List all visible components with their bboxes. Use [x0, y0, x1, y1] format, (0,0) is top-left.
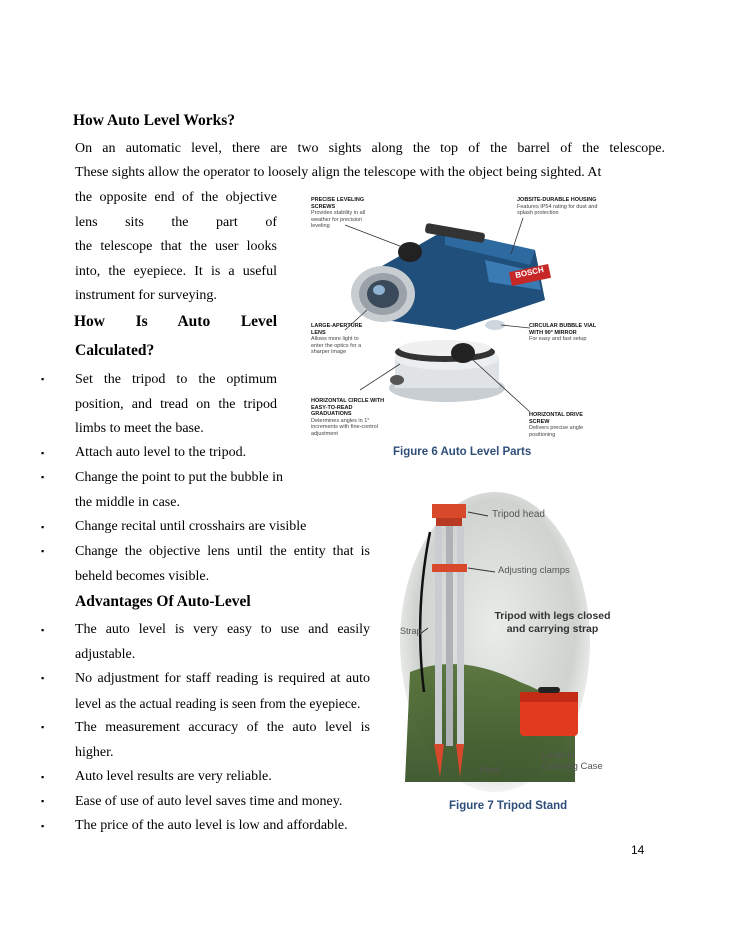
label-strap: Strap [400, 626, 422, 636]
intro-column-line: instrument for surveying. [75, 288, 217, 303]
list-item-line: limbs to meet the base. [75, 421, 204, 436]
bullet-icon: ▪ [41, 796, 45, 806]
label-feet: Feet [480, 765, 500, 776]
list-item-line: adjustable. [75, 646, 136, 662]
list-item-line: level as the actual reading is seen from the eyepiece. [75, 695, 361, 711]
list-item [75, 667, 370, 716]
bullet-icon: ▪ [41, 722, 45, 732]
list-item-line: Set the tripod to the optimum [75, 372, 277, 387]
bullet-icon: ▪ [41, 522, 45, 532]
callout-leveling-screws [311, 197, 381, 230]
list-item-line: The measurement accuracy of the auto level is [75, 720, 370, 735]
callout-title: JOBSITE-DURABLE HOUSING [517, 197, 597, 203]
list-item-line: The auto level is very easy to use and easily [75, 622, 370, 637]
section-heading-how-auto-level-works: How Auto Level Works? [73, 112, 236, 129]
intro-column-line: lens sits the part of [75, 214, 277, 230]
bullet-icon: ▪ [41, 472, 45, 482]
figure-tripod-stand [400, 492, 620, 792]
list-item-line: beheld becomes visible. [75, 568, 210, 584]
callout-title: PRECISE LEVELING SCREWS [311, 197, 365, 210]
tripod-photo [400, 492, 620, 792]
callout-title: CIRCULAR BUBBLE VIAL WITH 90° MIRROR [529, 323, 597, 336]
section-heading-how-calculated-line1: How Is Auto Level [74, 313, 277, 330]
list-item-line: No adjustment for staff reading is required at auto [75, 671, 370, 686]
callout-desc: Provides stability in all weather for precision leveling [311, 210, 366, 229]
list-item: Ease of use of auto level saves time and money. [75, 794, 343, 809]
figure-6-caption: Figure 6 Auto Level Parts [393, 446, 532, 458]
intro-column-line: into, the eyepiece. It is a useful [75, 263, 277, 279]
brand-label: BOSCH [514, 265, 545, 280]
list-item [75, 466, 283, 515]
label-level-case: Level in Carrying Case [542, 750, 603, 772]
callout-title: HORIZONTAL DRIVE SCREW [529, 412, 583, 425]
list-item [75, 368, 277, 442]
callout-desc: Features IP54 rating for dust and splash protection [517, 203, 598, 216]
bullet-icon: ▪ [41, 374, 45, 384]
intro-line-2: These sights allow the operator to loosely align the telescope with the object being sighted. At [75, 165, 602, 180]
list-item-line: Change the objective lens until the entity that is [75, 544, 370, 559]
list-item-line: Change the point to put the bubble in [75, 470, 284, 485]
callout-title: HORIZONTAL CIRCLE WITH EASY-TO-READ GRADUATIONS [311, 398, 385, 417]
intro-line-1: On an automatic level, there are two sights along the top of the barrel of the telescope. [75, 141, 665, 156]
intro-column-line: the telescope that the user looks [75, 239, 277, 254]
label-adjusting-clamps: Adjusting clamps [498, 565, 570, 576]
bullet-icon: ▪ [41, 673, 45, 683]
callout-title: LARGE-APERTURE LENS [311, 323, 363, 336]
intro-column [75, 186, 277, 309]
figure-7-caption: Figure 7 Tripod Stand [449, 800, 568, 812]
callout-drive-screw [529, 412, 593, 438]
list-item-line: position, and tread on the tripod [75, 396, 277, 412]
label-tripod-head: Tripod head [492, 509, 545, 520]
section-heading-advantages: Advantages Of Auto-Level [75, 593, 251, 610]
section-heading-how-calculated-line2: Calculated? [75, 342, 155, 359]
list-item [75, 540, 370, 589]
list-item-line: the middle in case. [75, 494, 180, 510]
list-item: The price of the auto level is low and affordable. [75, 818, 348, 833]
callout-desc: Delivers precise angle positioning [529, 425, 584, 438]
label-tripod-closed: Tripod with legs closed and carrying strap [494, 610, 611, 635]
figure-auto-level-parts [305, 190, 605, 445]
callout-desc: For easy and fast setup [529, 336, 587, 342]
callout-horizontal-circle [311, 398, 385, 437]
callout-desc: Allows more light to enter the optics for a sharper image [311, 336, 362, 355]
callout-desc: Determines angles in 1° increments with fine-control adjustment [311, 417, 378, 437]
bullet-icon: ▪ [41, 821, 45, 831]
list-item [75, 716, 370, 765]
callout-housing [517, 197, 605, 217]
callout-bubble-vial [529, 323, 601, 343]
list-item: Attach auto level to the tripod. [75, 445, 247, 460]
bullet-icon: ▪ [41, 772, 45, 782]
list-item: Auto level results are very reliable. [75, 769, 272, 784]
bullet-icon: ▪ [41, 625, 45, 635]
intro-column-line: the opposite end of the objective [75, 190, 277, 205]
page-number: 14 [631, 843, 645, 857]
bullet-icon: ▪ [41, 546, 45, 556]
list-item: Change recital until crosshairs are visible [75, 519, 307, 534]
list-item-line: higher. [75, 744, 114, 760]
callout-lens [311, 323, 363, 356]
list-item [75, 618, 370, 667]
bullet-icon: ▪ [41, 448, 45, 458]
